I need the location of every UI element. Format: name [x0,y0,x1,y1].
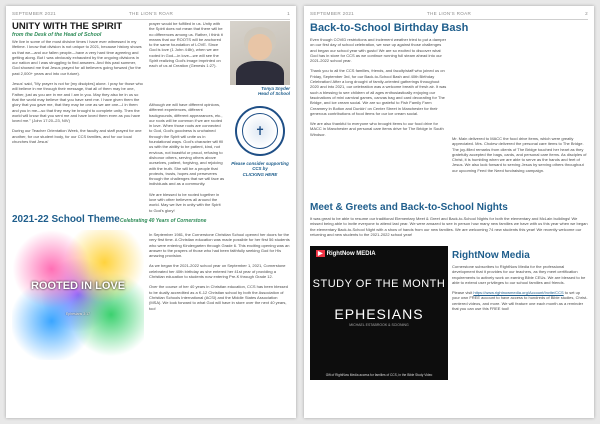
paragraph: During our Teacher Orientation Week, the faculty and staff prayed for one another, for our student body, for our CCS families, and for our local churches that Jesus' [12,128,142,145]
caption-role: Head of School [258,91,290,97]
paragraph: We are blessed to be rooted together in love with other believers all around the world. May we live in unity with the Spirit to God's glory! [149,191,221,213]
paragraph: We are also thankful to everyone who brought items to our food drive for MACC in Manchester and personal care items drive for The Bridge in South Windsor. [310,121,444,137]
newsletter-name: THE LION'S ROAR [426,11,472,16]
paragraph: Over the course of her 40 years in Christian education, CCS has been blessed to be dually accredited as a K-12 Christian school by both the Association of Christian Schools International (ACSI) and the Middle States Association (MSA). We look forward to what God will have in store over the next 40 years, too! [149,284,288,311]
issue-date: SEPTEMBER 2021 [310,11,355,16]
rightnow-article-body [452,264,588,316]
meet-article-body [310,216,588,242]
paragraph: prayer would be fulfilled in us. Unity with the Spirit does not mean that there will be no differences among us. Rather, I think it means that our ROOTS will be anchored to the same foundation of LOVE. Since God is love (1 John 4:8b), when we are rooted in God—in love—we will see the Spirit realizing God's image imprinted on each of us at Creation (Genesis 1:27). [149,21,223,69]
study-book-title: EPHESIANS [334,306,424,322]
paragraph: Jesus' said, "My prayer is not for [my disciples] alone. I pray for those who will believe in me through their message, that all of them may be one, Father, just as you are in me and I am in you. May they also be in us so that the world may believe that you have sent me. I have given them the glory that you gave me, that they may be one as we are one—I in them and you in me—so that they may be brought to complete unity. Then the world will know that you sent me and have loved them even as you have loved me." (John 17:20–23, NIV) [12,81,143,124]
support-callout[interactable] [230,161,290,177]
paragraph: It was great to be able to resume our traditional Elementary Meet & Greet and Back-to-School Nights for both the elementary and McLain buildings! We missed being able to invite everyone to attend last year. We were amazed to see in person how many new families we have with us this year when we began the elementary Back-to-School Night with a show of hands from our new families. We are welcoming 74 new students this year! We recently welcome our returning and new students to the 2021-2022 school year! [310,216,588,237]
bash-column-1 [310,37,448,142]
head-of-school-photo [230,21,290,85]
artwork-scripture: Ephesians 3:17 [65,312,91,316]
study-book-subtitle: MICHAEL ESTABROOK & SCIONING [349,323,409,327]
paragraph: Even though COVID restrictions and inclement weather tried to put a damper on our first day of school celebration, we rose up against those challenges and began our school year with gusto! We are so excited to discover what God has in store for CCS as we continue running full steam ahead into our 2021-2022 school year. [310,37,447,64]
theme-article-subtitle: Celebrating 40 Years of Cornerstone [120,218,207,224]
please-visit-text: Please visit [452,290,473,296]
photo-caption [230,86,290,97]
study-of-the-month-heading: STUDY OF THE MONTH [312,278,446,290]
play-icon: ▶ [318,251,323,257]
rightnow-media-logo: ▶ RightNow MEDIA [318,251,376,257]
newsletter-name: THE LION'S ROAR [128,11,174,16]
newsletter-page-2 [304,6,594,418]
newsletter-page-1 [6,6,296,418]
paragraph: Mr. Main delivered to MACC the food drive items, which were greatly appreciated. Mrs. Cholew delivered the personal care items to The Bridge. The joy-filled remarks from clients of The Bridge touched her heart as they gratefully accepted the bags, cards, and personal care items. As disciples of Christ, it is humbling when we are able to serve as the hands and feet of Jesus. We also look forward to serving Jesus by serving others throughout our upcoming Feed the Need fundraising campaign. [452,136,587,173]
unity-column-1 [12,39,144,149]
theme-article-title: 2021-22 School Theme [12,214,120,225]
issue-date: SEPTEMBER 2021 [12,11,57,16]
bash-article-title: Back-to-School Birthday Bash [310,22,469,34]
bash-column-2 [452,136,590,178]
paragraph: Cornerstone subscribes to RightNow Media for the professional development that it provides for our teachers, as they meet certification requirements to actively work on earning Bible CEUs. We are blessed to be able to extend user privileges to our school families and friends. [452,264,586,285]
meet-article-title: Meet & Greets and Back-to-School Nights [310,202,508,213]
rooted-in-love-artwork [12,230,144,360]
unity-column-2 [149,21,225,74]
paragraph: In September 1981, the Cornerstone Christian School opened her doors for the very first time. A Christian education was made possible for her first 56 students who were entering Kindergarten through Grade 6. This exciting opening was an answer to the prayers of those who had been faithfully seeking God for His amazing provision. [149,232,290,259]
school-seal-icon: ✝ [235,106,285,156]
page-number: 1 [287,11,290,16]
artwork-text: ROOTED IN LOVE [30,280,126,292]
link-followup-text: to set up your own FREE account to have access to hundreds of Bible studies, Christ-centered videos, and more. We will feature one each month as a reminder that you can use this FREE tool! [452,290,588,312]
running-head [310,10,588,20]
paragraph: Thank you to all the CCS families, friends, and faculty/staff who joined us on Friday, September 3rd, for our Back-to-School Bash and 40th Birthday Celebration! After a long drought of family-oriented gatherings throughout 2020 and into 2021, our celebration was a welcome breath of fresh air. It was such a blessing to see children of all ages enthusiastically enjoying our fascinations of mini carnival games, canvas bag and card decorating for The Bridge, and ice cream social. We are so grateful to Fish Family Farm Creamery in Bolton and Dunkin' on Center Street in Manchester for their generous contributions of food items for our ice cream social. [310,68,447,116]
paragraph: Although we will have different opinions, different experiences, different backgrounds, different appearances, etc., our roots will be common if we are rooted in love. When those roots are connected to God, God's goodness is unchained through the Spirit will unite us in foundational ways. God's character will fill us with the ability to be patient, kind, not envious, not boastful or proud, refusing to dishonor others, serving others above ourselves, patient, forgiving, and rejoicing with the truth. She will be a people that protects, trusts, hopes and perseveres through the challenges that we will face as individuals and as a community. [149,102,225,187]
rightnow-media-banner[interactable] [310,246,448,380]
unity-column-3 [149,102,225,218]
running-head [12,10,290,20]
clicking-here-link[interactable]: CLICKING HERE [242,171,278,177]
unity-article-subtitle: from the Desk of the Head of School [12,32,102,38]
caption-name: Tonya Snyder [261,86,290,91]
banner-footnote: Gift of RightNow Media access for families of CCS, in the Bible Study Video [325,373,433,377]
paragraph [452,290,588,311]
rightnow-invite-link[interactable]: https://www.rightnowmedia.org/Account/Invite/CCS [473,290,564,296]
page-number: 2 [585,11,588,16]
unity-article-title: UNITY WITH THE SPIRIT [12,21,123,32]
paragraph: As we began the 2021-2022 school year on September 1, 2021, Cornerstone celebrated her 40th birthday as she entered her 41st year of providing a Christian education to students now entering Pre-K through Grade 12. [149,263,286,280]
rightnow-article-title: RightNow Media [452,250,530,261]
support-text: Please consider supporting CCS by [231,161,289,172]
paragraph: We live in some of the most divisive times I have ever witnessed in my lifetime. I know that division is not unique to 2021, because history shows us that we—and our fallen people—have a very hard time agreeing and getting along. But I was obviously exhausted by the ongoing divisions in our nation and I was struggling to find answers. And this past summer, God showed me that Jesus prayed for all believers going forward (for the past 2,000+ years and into our future). [12,39,142,76]
theme-article-body [149,232,290,316]
